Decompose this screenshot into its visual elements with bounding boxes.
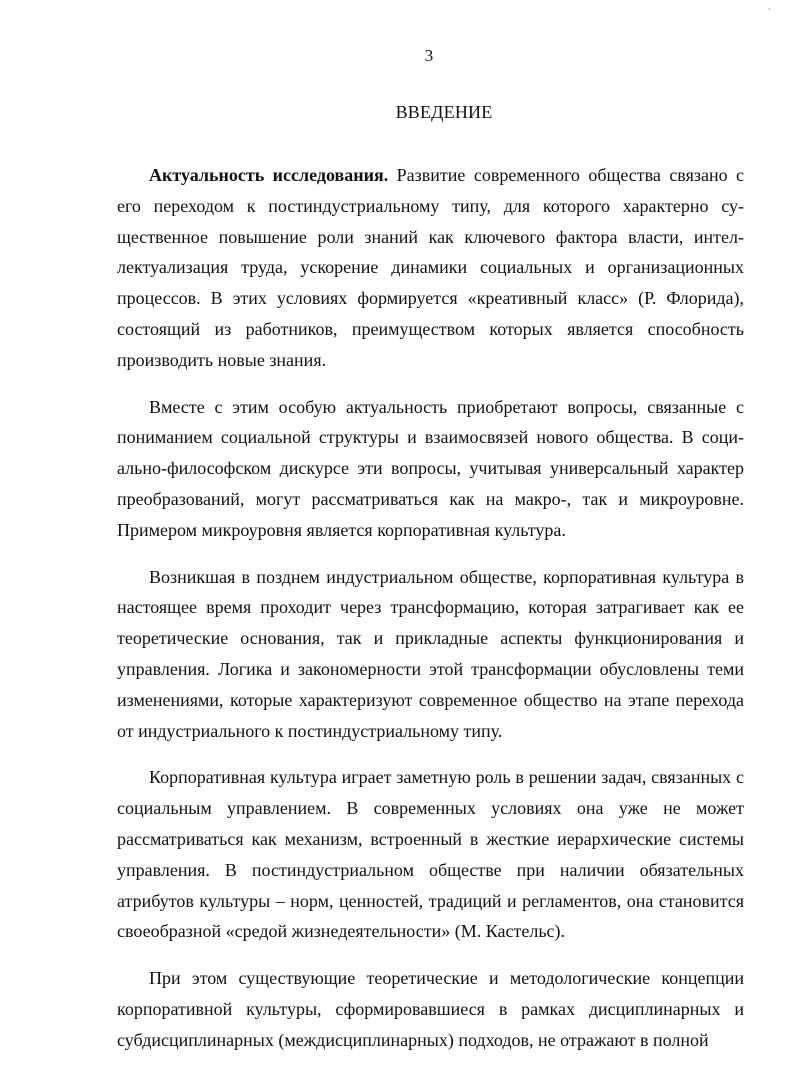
paragraph-lead: Актуальность исследования. xyxy=(149,165,389,185)
paragraph-text: Развитие современного общества связано с его переходом к постиндустриальному типу, для которого характерно существенное повышение роли знаний как ключевого фактора власти, интеллектуализация труда, ускорение динамики социальных и организационных процессов. В этих условиях формируется «креативный класс» (Р. Флорида), состоящий из работников, преимуществом которых является способность производить новые знания. xyxy=(117,165,744,370)
paragraph xyxy=(117,562,744,747)
paragraph xyxy=(117,762,744,947)
page-number: 3 xyxy=(424,46,434,65)
paragraph-relevance xyxy=(117,160,744,376)
paragraph xyxy=(117,392,744,546)
paragraph-text: Возникшая в позднем индустриальном обществе, корпоративная культура в настоящее время проходит через трансформацию, которая затрагивает как ее теоретические основания, так и прикладные аспекты функционирования и управления. Логика и закономерности этой трансформации обусловлены теми изменениями, которые характеризуют современное общество на этапе перехода от индустриального к постиндустриальному типу. xyxy=(117,566,744,741)
body-text xyxy=(117,160,744,1072)
paragraph-text: Вместе с этим особую актуальность приобретают вопросы, связанные с пониманием социальной структуры и взаимосвязей нового общества. В социально-философском дискурсе эти вопросы, учитывая универсальный характер преобразований, могут рассматриваться как на макро-, так и микроуровне. Примером микроуровня является корпоративная культура. xyxy=(117,396,744,540)
paragraph-text: При этом существующие теоретические и методологические концепции корпоративной культуры, сформировавшиеся в рамках дисциплинарных и субдисциплинарных (междисциплинарных) подходов, не отражают в полной xyxy=(117,968,744,1050)
paragraph-text: Корпоративная культура играет заметную роль в решении задач, связанных с социальным управлением. В современных условиях она уже не может рассматриваться как механизм, встроенный в жесткие иерархические системы управления. В постиндустриальном обществе при наличии обязательных атрибутов культуры – норм, ценностей, традиций и регламентов, она становится своеобразной «средой жизнедеятельности» (М. Кастельс). xyxy=(117,767,744,942)
page-title: ВВЕДЕНИЕ xyxy=(395,102,493,122)
scan-mark: ` xyxy=(768,8,772,19)
paragraph xyxy=(117,963,744,1055)
